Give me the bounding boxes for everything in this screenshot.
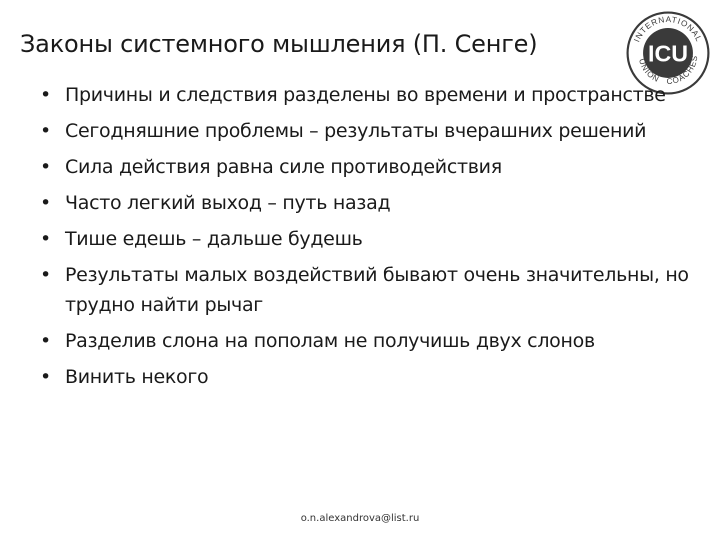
bullet-text: Разделив слона на пополам не получишь двух слонов	[65, 330, 595, 352]
bullet-text: Сила действия равна силе противодействия	[65, 156, 502, 178]
footer-email: o.n.alexandrova@list.ru	[300, 513, 420, 524]
bullet-item	[40, 326, 700, 356]
bullet-dot-icon: •	[40, 264, 51, 286]
slide-title: Законы системного мышления (П. Сенге)	[20, 30, 538, 58]
bullet-dot-icon: •	[40, 366, 51, 388]
bullet-item	[40, 80, 700, 110]
bullet-text: Причины и следствия разделены во времени и пространстве	[65, 84, 666, 106]
bullet-text: Часто легкий выход – путь назад	[65, 192, 391, 214]
bullet-item	[40, 116, 700, 146]
bullet-text: Результаты малых воздействий бывают очень значительны, но трудно найти рычаг	[65, 264, 689, 316]
bullet-text: Сегодняшние проблемы – результаты вчерашних решений	[65, 120, 647, 142]
logo-ring-text-left: UNION	[637, 57, 661, 85]
bullet-item	[40, 224, 700, 254]
bullet-text: Винить некого	[65, 366, 209, 388]
logo-ring-text-top: INTERNATIONAL	[632, 15, 704, 44]
bullet-item	[40, 362, 700, 392]
bullet-item	[40, 152, 700, 182]
bullet-dot-icon: •	[40, 228, 51, 250]
bullet-dot-icon: •	[40, 192, 51, 214]
logo-center-text: ICU	[648, 40, 688, 67]
bullet-dot-icon: •	[40, 84, 51, 106]
bullet-list	[40, 80, 700, 398]
bullet-dot-icon: •	[40, 330, 51, 352]
bullet-item	[40, 260, 700, 320]
logo-ring-text-right: COACHES	[666, 54, 700, 87]
bullet-dot-icon: •	[40, 156, 51, 178]
bullet-item	[40, 188, 700, 218]
bullet-dot-icon: •	[40, 120, 51, 142]
bullet-text: Тише едешь – дальше будешь	[65, 228, 363, 250]
